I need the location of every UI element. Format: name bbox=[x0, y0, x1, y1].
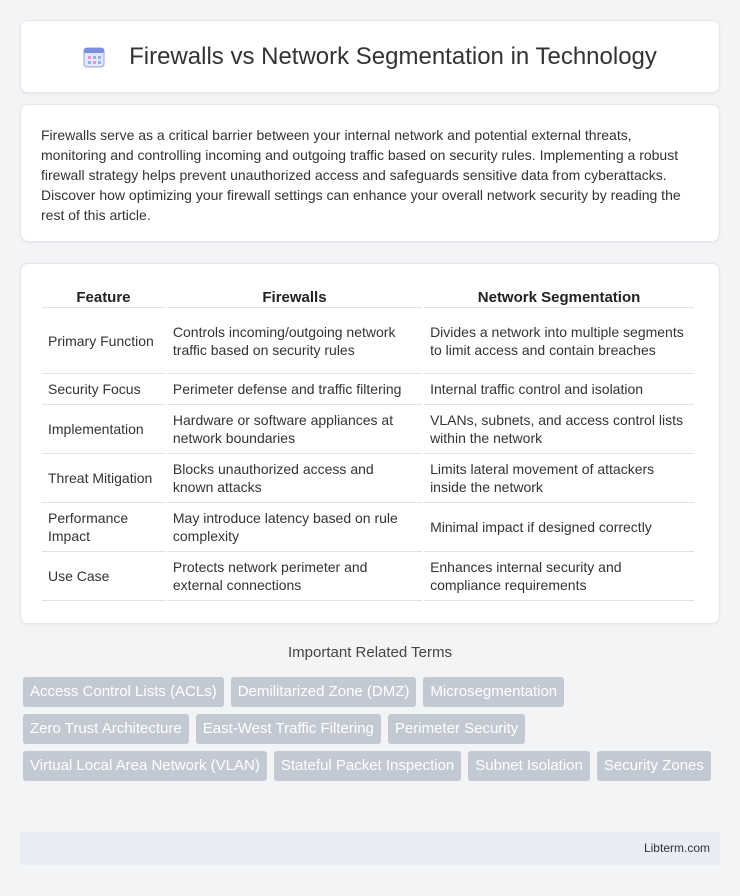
table-row bbox=[42, 308, 694, 374]
related-term-tag[interactable]: Demilitarized Zone (DMZ) bbox=[231, 677, 417, 707]
comparison-card bbox=[20, 263, 720, 624]
table-cell: Threat Mitigation bbox=[42, 454, 165, 503]
table-cell: Primary Function bbox=[42, 308, 165, 374]
table-cell: Enhances internal security and compliance requirements bbox=[424, 552, 694, 601]
related-term-tag[interactable]: Access Control Lists (ACLs) bbox=[23, 677, 224, 707]
calendar-icon bbox=[83, 46, 105, 68]
table-header-row bbox=[42, 284, 694, 308]
header-card bbox=[20, 20, 720, 93]
related-term-tag[interactable]: East-West Traffic Filtering bbox=[196, 714, 381, 744]
footer-site-link[interactable]: Libterm.com bbox=[643, 841, 710, 855]
table-row bbox=[42, 374, 694, 405]
related-term-tag[interactable]: Perimeter Security bbox=[388, 714, 525, 744]
related-term-tag[interactable]: Microsegmentation bbox=[423, 677, 564, 707]
table-cell: Hardware or software appliances at network boundaries bbox=[167, 405, 422, 454]
table-row bbox=[42, 454, 694, 503]
table-row bbox=[42, 552, 694, 601]
related-term-tag[interactable]: Stateful Packet Inspection bbox=[274, 751, 461, 781]
table-cell: Perimeter defense and traffic filtering bbox=[167, 374, 422, 405]
page-title: Firewalls vs Network Segmentation in Technology bbox=[129, 42, 657, 70]
table-row bbox=[42, 503, 694, 552]
intro-card bbox=[20, 104, 720, 242]
related-term-tag[interactable]: Subnet Isolation bbox=[468, 751, 590, 781]
column-header-network-segmentation: Network Segmentation bbox=[424, 284, 694, 308]
table-cell: Use Case bbox=[42, 552, 165, 601]
table-cell: VLANs, subnets, and access control lists within the network bbox=[424, 405, 694, 454]
table-cell: Controls incoming/outgoing network traffic based on security rules bbox=[167, 308, 422, 374]
related-terms-title: Important Related Terms bbox=[288, 644, 452, 661]
table-cell: Implementation bbox=[42, 405, 165, 454]
intro-paragraph: Firewalls serve as a critical barrier between your internal network and potential external threats, monitoring and controlling incoming and outgoing traffic based on security rules. Implementing a robust firewall strategy helps prevent unauthorized access and safeguards sensitive data from cyberattacks. Discover how optimizing your firewall settings can enhance your overall network security by reading the rest of this article. bbox=[41, 127, 681, 223]
column-header-feature: Feature bbox=[42, 284, 165, 308]
footer bbox=[20, 832, 720, 865]
column-header-firewalls: Firewalls bbox=[167, 284, 422, 308]
table-cell: Minimal impact if designed correctly bbox=[424, 503, 694, 552]
table-cell: Divides a network into multiple segments to limit access and contain breaches bbox=[424, 308, 694, 374]
related-term-tag[interactable]: Zero Trust Architecture bbox=[23, 714, 189, 744]
related-term-tag[interactable]: Virtual Local Area Network (VLAN) bbox=[23, 751, 267, 781]
table-row bbox=[42, 405, 694, 454]
comparison-table bbox=[40, 284, 696, 601]
table-cell: Protects network perimeter and external connections bbox=[167, 552, 422, 601]
table-cell: Performance Impact bbox=[42, 503, 165, 552]
table-cell: Blocks unauthorized access and known attacks bbox=[167, 454, 422, 503]
related-term-tag[interactable]: Security Zones bbox=[597, 751, 711, 781]
table-cell: Security Focus bbox=[42, 374, 165, 405]
table-cell: Limits lateral movement of attackers inside the network bbox=[424, 454, 694, 503]
related-terms-list bbox=[23, 677, 723, 788]
table-cell: May introduce latency based on rule complexity bbox=[167, 503, 422, 552]
table-cell: Internal traffic control and isolation bbox=[424, 374, 694, 405]
